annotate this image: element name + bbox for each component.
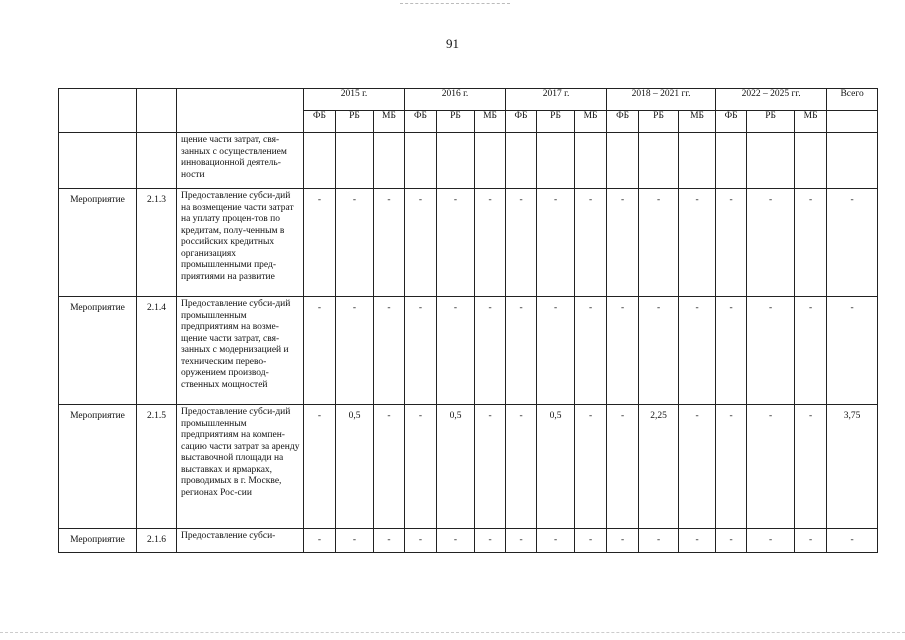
value-cell: - xyxy=(475,529,506,553)
value-cell: - xyxy=(506,189,537,297)
header-row-years xyxy=(59,89,878,111)
header-year: 2017 г. xyxy=(506,89,607,111)
header-budget: ФБ xyxy=(405,111,437,133)
value-cell: - xyxy=(716,297,747,405)
header-budget: ФБ xyxy=(506,111,537,133)
row-description: Предоставление субси-дий на возмещение части затрат на уплату процен-тов по кредитам, полу-ченным в российских кредитных организациях промышленными пред-приятиями на развитие xyxy=(177,189,304,297)
value-cell: 0,5 xyxy=(336,405,374,529)
value-cell xyxy=(336,133,374,189)
value-cell: - xyxy=(747,189,795,297)
header-budget: РБ xyxy=(537,111,575,133)
value-cell xyxy=(607,133,639,189)
value-cell: - xyxy=(607,405,639,529)
value-cell: - xyxy=(639,529,679,553)
value-cell xyxy=(537,133,575,189)
value-cell: - xyxy=(747,405,795,529)
scan-artifact-bottom xyxy=(0,632,905,633)
row-code xyxy=(137,133,177,189)
value-cell: - xyxy=(795,297,827,405)
value-cell: - xyxy=(304,297,336,405)
value-cell xyxy=(374,133,405,189)
value-cell xyxy=(716,133,747,189)
total-cell: - xyxy=(827,297,878,405)
row-description: щение части затрат, свя-занных с осуществлением инновационной деятель-ности xyxy=(177,133,304,189)
header-budget: РБ xyxy=(336,111,374,133)
header-year: 2018 – 2021 гг. xyxy=(607,89,716,111)
header-budget: ФБ xyxy=(607,111,639,133)
row-code: 2.1.4 xyxy=(137,297,177,405)
value-cell: - xyxy=(716,405,747,529)
value-cell: 2,25 xyxy=(639,405,679,529)
value-cell: - xyxy=(716,189,747,297)
row-description: Предоставление субси-дий промышленным предприятиям на компен-сацию части затрат за аренду выставочной площади на выставках и ярмарках, проводимых в г. Москве, регионах Рос-сии xyxy=(177,405,304,529)
row-type: Мероприятие xyxy=(59,529,137,553)
table-row xyxy=(59,405,878,529)
value-cell xyxy=(475,133,506,189)
row-type xyxy=(59,133,137,189)
header-year: 2015 г. xyxy=(304,89,405,111)
value-cell: - xyxy=(575,405,607,529)
header-total-empty xyxy=(827,111,878,133)
scan-artifact-top xyxy=(400,3,510,4)
value-cell xyxy=(304,133,336,189)
value-cell: - xyxy=(639,189,679,297)
value-cell: - xyxy=(304,405,336,529)
value-cell xyxy=(506,133,537,189)
value-cell: - xyxy=(304,529,336,553)
value-cell: - xyxy=(575,297,607,405)
header-year: 2022 – 2025 гг. xyxy=(716,89,827,111)
row-code: 2.1.3 xyxy=(137,189,177,297)
value-cell: - xyxy=(506,529,537,553)
page-number: 91 xyxy=(446,36,459,51)
value-cell: - xyxy=(537,189,575,297)
table-row xyxy=(59,297,878,405)
value-cell: 0,5 xyxy=(537,405,575,529)
row-type: Мероприятие xyxy=(59,297,137,405)
value-cell: - xyxy=(575,529,607,553)
value-cell: - xyxy=(575,189,607,297)
table-row xyxy=(59,133,878,189)
value-cell: - xyxy=(506,405,537,529)
row-code: 2.1.6 xyxy=(137,529,177,553)
value-cell: - xyxy=(475,405,506,529)
header-budget: МБ xyxy=(475,111,506,133)
value-cell: - xyxy=(537,297,575,405)
value-cell: - xyxy=(795,529,827,553)
header-budget: РБ xyxy=(639,111,679,133)
header-year: 2016 г. xyxy=(405,89,506,111)
header-budget: МБ xyxy=(575,111,607,133)
header-budget: ФБ xyxy=(304,111,336,133)
row-type: Мероприятие xyxy=(59,405,137,529)
value-cell xyxy=(575,133,607,189)
value-cell: - xyxy=(374,189,405,297)
value-cell: - xyxy=(374,297,405,405)
value-cell: - xyxy=(639,297,679,405)
header-empty-cell xyxy=(59,89,137,133)
header-budget: МБ xyxy=(374,111,405,133)
value-cell: - xyxy=(405,297,437,405)
header-empty-cell xyxy=(137,89,177,133)
header-budget: МБ xyxy=(795,111,827,133)
value-cell: - xyxy=(506,297,537,405)
table-row xyxy=(59,529,878,553)
value-cell: - xyxy=(795,189,827,297)
value-cell: - xyxy=(336,529,374,553)
header-budget: РБ xyxy=(747,111,795,133)
value-cell: - xyxy=(795,405,827,529)
value-cell: - xyxy=(679,405,716,529)
value-cell: - xyxy=(405,529,437,553)
value-cell: - xyxy=(437,297,475,405)
row-type: Мероприятие xyxy=(59,189,137,297)
value-cell: - xyxy=(437,529,475,553)
value-cell: - xyxy=(336,297,374,405)
value-cell: - xyxy=(475,189,506,297)
value-cell xyxy=(639,133,679,189)
header-budget: РБ xyxy=(437,111,475,133)
value-cell: - xyxy=(437,189,475,297)
value-cell: - xyxy=(607,297,639,405)
value-cell xyxy=(795,133,827,189)
value-cell xyxy=(747,133,795,189)
row-description: Предоставление субси-дий промышленным предприятиям на возме-щение части затрат, свя-занных с модернизацией и техническим перево-оружением производ-ственных мощностей xyxy=(177,297,304,405)
value-cell: - xyxy=(405,189,437,297)
total-cell: 3,75 xyxy=(827,405,878,529)
value-cell: - xyxy=(747,529,795,553)
header-total: Всего xyxy=(827,89,878,111)
total-cell xyxy=(827,133,878,189)
value-cell: - xyxy=(679,529,716,553)
table-row xyxy=(59,189,878,297)
value-cell: - xyxy=(374,529,405,553)
value-cell: - xyxy=(747,297,795,405)
value-cell: - xyxy=(336,189,374,297)
total-cell: - xyxy=(827,189,878,297)
value-cell xyxy=(437,133,475,189)
value-cell: - xyxy=(679,189,716,297)
value-cell xyxy=(679,133,716,189)
budget-table xyxy=(58,88,878,553)
value-cell: - xyxy=(374,405,405,529)
value-cell: 0,5 xyxy=(437,405,475,529)
header-budget: МБ xyxy=(679,111,716,133)
header-budget: ФБ xyxy=(716,111,747,133)
value-cell xyxy=(405,133,437,189)
value-cell: - xyxy=(607,189,639,297)
value-cell: - xyxy=(405,405,437,529)
value-cell: - xyxy=(537,529,575,553)
value-cell: - xyxy=(716,529,747,553)
value-cell: - xyxy=(475,297,506,405)
value-cell: - xyxy=(304,189,336,297)
total-cell: - xyxy=(827,529,878,553)
value-cell: - xyxy=(607,529,639,553)
value-cell: - xyxy=(679,297,716,405)
row-description: Предоставление субси- xyxy=(177,529,304,553)
row-code: 2.1.5 xyxy=(137,405,177,529)
header-empty-cell xyxy=(177,89,304,133)
